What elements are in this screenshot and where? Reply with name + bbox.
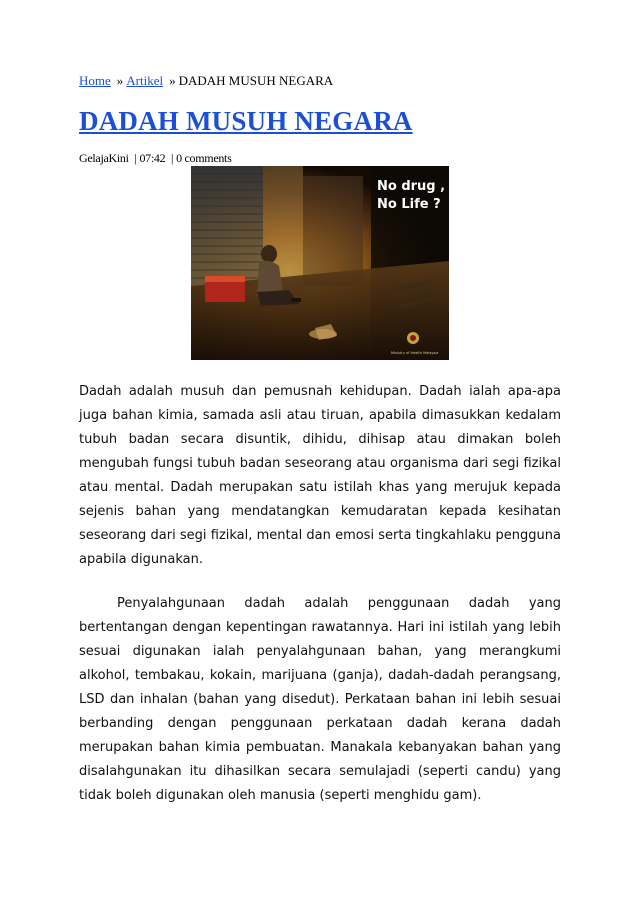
post-time: 07:42 bbox=[139, 151, 166, 165]
breadcrumb bbox=[79, 73, 333, 89]
breadcrumb-separator: » bbox=[169, 73, 176, 88]
author-name: GelajaKini bbox=[79, 151, 129, 165]
article-meta bbox=[79, 151, 231, 166]
breadcrumb-artikel-link[interactable]: Artikel bbox=[126, 73, 164, 88]
breadcrumb-separator: » bbox=[116, 73, 124, 88]
breadcrumb-current: DADAH MUSUH NEGARA bbox=[178, 73, 334, 88]
meta-separator: | bbox=[134, 151, 137, 165]
image-overlay-line2: No Life ? bbox=[377, 197, 441, 212]
article-paragraph: Dadah adalah musuh dan pemusnah kehidupan. Dadah ialah apa-apa juga bahan kimia, samada asli atau tiruan, apabila dimasukkan kedalam tubuh badan secara disuntik, dihidu, dihisap atau dimakan boleh mengubah fungsi tubuh badan seseorang atau organisma dari segi fizikal atau mental. Dadah merupakan satu istilah khas yang merujuk kepada sejenis bahan yang mendatangkan kemudaratan kepada kesihatan seseorang dari segi fizikal, mental dan emosi serta tingkahlaku pengguna apabila digunakan. bbox=[79, 384, 561, 567]
breadcrumb-home-link[interactable]: Home bbox=[79, 73, 111, 88]
comments-count[interactable]: 0 comments bbox=[176, 151, 232, 165]
image-credit: Ministry of Health Malaysia bbox=[391, 351, 439, 355]
article-paragraph: Penyalahgunaan dadah adalah penggunaan dadah yang bertentangan dengan kepentingan rawatannya. Hari ini istilah yang lebih sesuai digunakan ialah penyalahgunaan bahan, yang merangkumi alkohol, tembakau, kokain, marijuana (ganja), dadah-dadah perangsang, LSD dan inhalan (bahan yang disedut). Perkataan bahan ini lebih sesuai berbanding dengan penggunaan perkataan dadah kerana dadah merupakan bahan kimia pembuatan. Manakala kebanyakan bahan yang disalahgunakan itu dihasilkan secara semulajadi (seperti candu) yang tidak boleh digunakan oleh manusia (seperti menghidu gam). bbox=[79, 596, 561, 803]
image-overlay-line1: No drug , bbox=[377, 179, 446, 194]
article-image bbox=[191, 166, 449, 360]
article-title[interactable]: DADAH MUSUH NEGARA bbox=[79, 106, 413, 136]
ministry-emblem-icon bbox=[407, 332, 419, 344]
meta-separator: | bbox=[171, 151, 174, 165]
